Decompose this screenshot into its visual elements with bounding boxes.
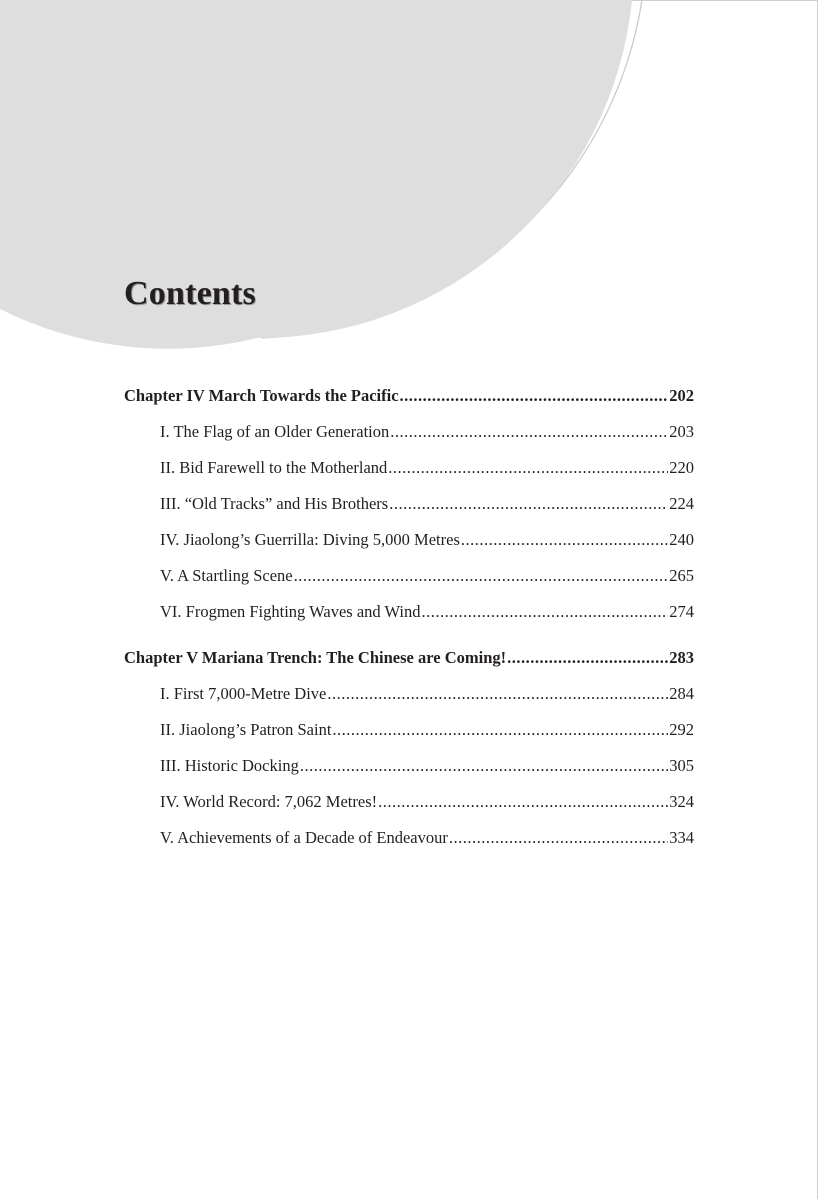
toc-entry-label: II. Jiaolong’s Patron Saint xyxy=(160,720,332,739)
toc-section[interactable] xyxy=(124,824,694,860)
toc-page-number: 305 xyxy=(669,756,694,775)
toc-section[interactable] xyxy=(124,490,694,526)
dot-leader xyxy=(390,418,668,446)
toc-section[interactable] xyxy=(124,418,694,454)
dot-leader xyxy=(300,752,668,780)
toc-entry-label: III. “Old Tracks” and His Brothers xyxy=(160,494,389,513)
toc-page-number: 283 xyxy=(669,648,694,667)
toc-section[interactable] xyxy=(124,788,694,824)
dot-leader xyxy=(378,788,668,816)
dot-leader xyxy=(327,680,668,708)
dot-leader xyxy=(507,644,668,672)
dot-leader xyxy=(461,526,668,554)
toc-chapter-4[interactable] xyxy=(124,382,694,418)
dot-leader xyxy=(388,454,668,482)
toc-section[interactable] xyxy=(124,454,694,490)
toc-entry-label: VI. Frogmen Fighting Waves and Wind xyxy=(160,602,421,621)
toc-entry-label: I. The Flag of an Older Generation xyxy=(160,422,390,441)
toc-page-number: 240 xyxy=(669,530,694,549)
toc-page-number: 284 xyxy=(669,684,694,703)
toc-page-number: 265 xyxy=(669,566,694,585)
dot-leader xyxy=(400,382,669,410)
toc-entry-label: I. First 7,000-Metre Dive xyxy=(160,684,327,703)
toc-entry-label: II. Bid Farewell to the Motherland xyxy=(160,458,388,477)
toc-page-number: 220 xyxy=(669,458,694,477)
toc-page-number: 202 xyxy=(669,386,694,405)
dot-leader xyxy=(449,824,668,852)
toc-section[interactable] xyxy=(124,752,694,788)
toc-page-number: 334 xyxy=(669,828,694,847)
toc-page-number: 203 xyxy=(669,422,694,441)
toc-entry-label: IV. Jiaolong’s Guerrilla: Diving 5,000 Metres xyxy=(160,530,460,549)
toc-page-number: 292 xyxy=(669,720,694,739)
page-title: Contents xyxy=(124,275,256,312)
toc-section[interactable] xyxy=(124,716,694,752)
table-of-contents xyxy=(124,382,694,860)
toc-page-number: 274 xyxy=(669,602,694,621)
chapter-spacer xyxy=(124,634,694,644)
decorative-circle-graphic xyxy=(0,0,818,360)
toc-section[interactable] xyxy=(124,598,694,634)
toc-chapter-5[interactable] xyxy=(124,644,694,680)
toc-section[interactable] xyxy=(124,562,694,598)
toc-entry-label: III. Historic Docking xyxy=(160,756,299,775)
toc-entry-label: IV. World Record: 7,062 Metres! xyxy=(160,792,378,811)
dot-leader xyxy=(294,562,669,590)
toc-entry-label: Chapter V Mariana Trench: The Chinese are Coming! xyxy=(124,648,507,667)
toc-section[interactable] xyxy=(124,526,694,562)
dot-leader xyxy=(389,490,668,518)
toc-page-number: 224 xyxy=(669,494,694,513)
dot-leader xyxy=(421,598,668,626)
toc-entry-label: V. Achievements of a Decade of Endeavour xyxy=(160,828,448,847)
dot-leader xyxy=(332,716,668,744)
toc-page-number: 324 xyxy=(669,792,694,811)
toc-section[interactable] xyxy=(124,680,694,716)
decorative-grey-circle xyxy=(0,0,632,349)
toc-entry-label: V. A Startling Scene xyxy=(160,566,293,585)
toc-entry-label: Chapter IV March Towards the Pacific xyxy=(124,386,399,405)
